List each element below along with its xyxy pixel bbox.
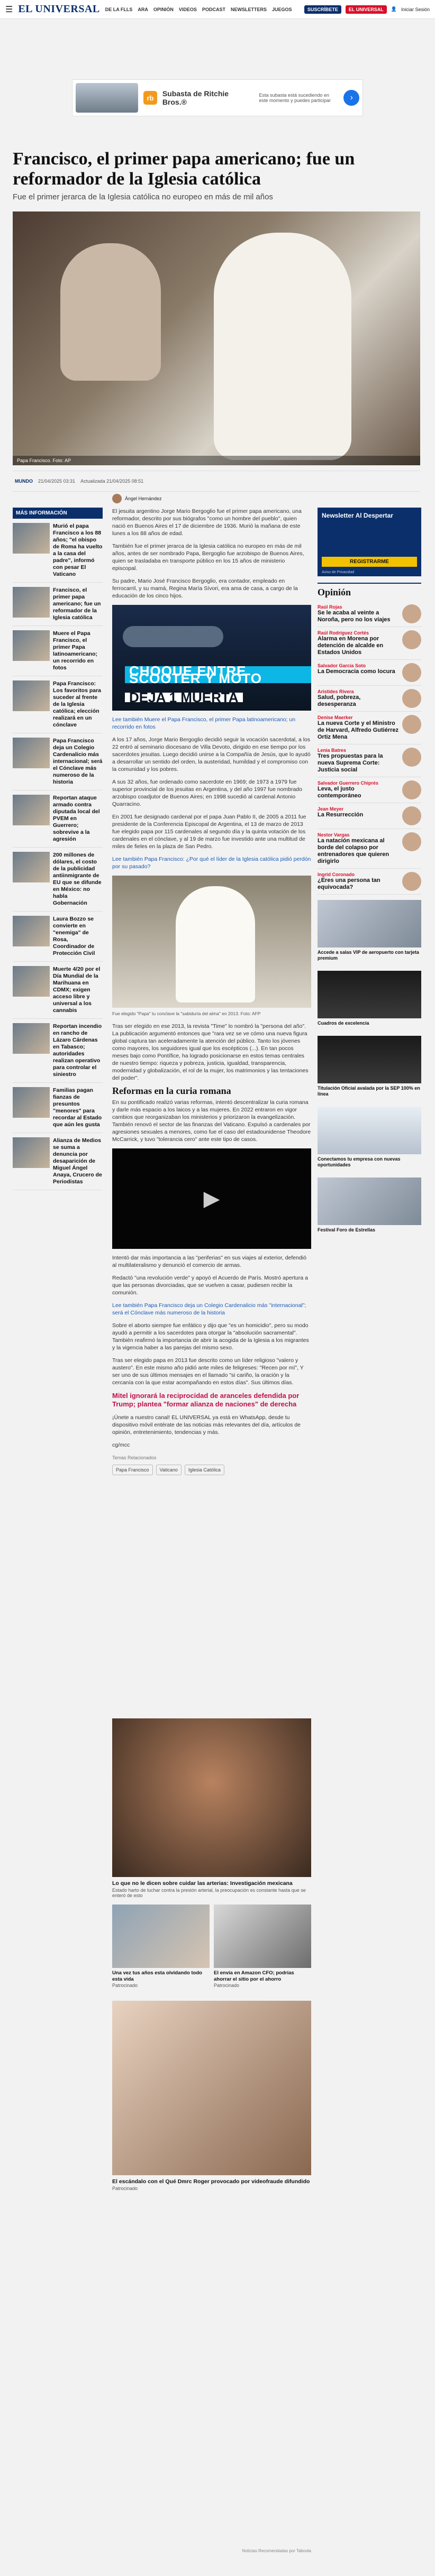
related-link[interactable]: Lee también Papa Francisco deja un Colegio Cardenalicio más "internacional"; será el Cónclave más numeroso de la historia	[112, 1302, 306, 1316]
avatar	[402, 832, 421, 851]
news-thumbnail	[13, 1137, 50, 1168]
user-icon[interactable]: 👤	[391, 6, 397, 12]
paragraph: Redactó "una revolución verde" y apoyó el Acuerdo de París. Mostró apertura a que las personas divorciadas, que se vuelven a casar, pudiesen recibir la comunión.	[112, 1275, 308, 1296]
nav-item[interactable]: ARA	[138, 6, 148, 12]
paragraph: Tras ser elegido papa en 2013 fue descrito como un líder religioso "valero y austero". En este mismo año pidió ante miles de feligreses: "Recen por mí", Y ser uno de sus últimos mensajes en el llamado "si cariño, la oración y la cercanía con la que estar acompañando en estos días". Sus últimos días.	[112, 1357, 304, 1386]
nav-item[interactable]: PODCAST	[202, 6, 225, 12]
avatar	[112, 494, 122, 503]
paragraph: También fue el primer jerarca de la Iglesia católica no europeo en más de mil años, antes de ser nombrado Papa, Bergoglio fue arzobispo de Buenos Aires, quien se trasladaba en transporte público en los 15 años de ministerio episcopal.	[112, 543, 304, 572]
related-link[interactable]: Lee también Papa Francisco: ¿Por qué el líder de la Iglesia católica pidió perdón por su pasado?	[112, 856, 311, 870]
register-button[interactable]: REGISTRARME	[322, 557, 417, 567]
promo-image[interactable]	[318, 971, 421, 1018]
column-author[interactable]: Denise Maerker	[318, 715, 353, 720]
hero-image	[13, 211, 420, 465]
news-thumbnail	[13, 795, 50, 825]
recommended-title[interactable]: Lo que no le dicen sobre cuidar las arterias: Investigación mexicana	[112, 1880, 293, 1887]
news-title[interactable]: Reportan ataque armado contra diputada local del PVEM en Guerrero; sobrevive a la agresión	[53, 795, 100, 842]
column-item[interactable]	[318, 712, 421, 744]
column-author[interactable]: Aristides Rivera	[318, 689, 354, 694]
news-title[interactable]: Laura Bozzo se convierte en "enemiga" de Rosa, Coordinador de Protección Civil	[53, 916, 95, 956]
column-item[interactable]	[318, 777, 421, 803]
avatar	[402, 715, 421, 734]
promo-image[interactable]	[318, 1107, 421, 1154]
promo-image[interactable]	[318, 1177, 421, 1225]
related-link[interactable]: Lee también Muere el Papa Francisco, el primer Papa latinoamericano; un recorrido en fotos	[112, 716, 296, 730]
hero-caption: Papa Francisco. Foto: AP	[13, 456, 420, 465]
column-item[interactable]	[318, 869, 421, 895]
avatar	[402, 630, 421, 649]
updated-date: Actualizada 21/04/2025 08:51	[80, 479, 144, 484]
paragraph: En su pontificado realizó varias reformas, intentó descentralizar la curia romana y darle más espacio a los laicos y a las mujeres. En 2022 entraron en vigor cambios que reorganizaban los ministerios y priorizaron la evangelización. También renovó el sector de las finanzas del Vaticano. Expulsó a cardenales por agresiones sexuales a menores, como fue el caso del estadounidense Theodore McCarrick, y tuvo "tolerancia cero" ante este tipo de casos.	[112, 1099, 311, 1143]
list-item[interactable]	[13, 790, 103, 848]
news-thumbnail	[13, 852, 50, 882]
paragraph: Sobre el aborto siempre fue enfático y dijo que "es un homicidio", pero su modo ayudó a permitir a los sacerdotes para otorgar la "absolución sacramental". También reafirmó la importancia de abrir la acogida de la Iglesia a los migrantes y la vigencia haber a las parejas del mismo sexo.	[112, 1322, 309, 1351]
recommended-image[interactable]	[112, 2001, 311, 2175]
section-label[interactable]: MUNDO	[15, 479, 33, 484]
section-heading: Reformas en la curia romana	[112, 1085, 231, 1096]
news-thumbnail	[13, 1087, 50, 1118]
image-caption: Fue elegido "Papa" tu conclave la "sabiduría del alma" en 2013. Foto: AFP	[112, 1011, 261, 1016]
recommended-source: Patrocinado	[214, 1983, 240, 1988]
tags-list	[112, 1465, 311, 1475]
recommended-source: Patrocinado	[112, 1983, 138, 1988]
column-author[interactable]: Nestor Vargas	[318, 832, 350, 838]
opinion-section	[318, 583, 421, 895]
article-body	[112, 508, 311, 1475]
list-item[interactable]	[13, 962, 103, 1019]
column-item[interactable]	[318, 744, 421, 777]
ad-image	[123, 626, 223, 647]
avatar	[402, 748, 421, 767]
tag[interactable]: Vaticano	[156, 1465, 182, 1475]
column-author[interactable]: Raúl Rodríguez Cortés	[318, 630, 369, 636]
opinion-heading: Opinión	[318, 587, 351, 597]
paragraph: A los 17 años, Jorge Mario Bergoglio decidió seguir la vocación sacerdotal, a los 22 entró al seminario diocesano de Villa Devoto, dirigido en ese tiempo por los sacerdotes jesuitas. Luego decidió unirse a la Compañía de Jesús, que lo ayudó a desarrollar un sentido del orden, la austeridad, humildad y el compromiso con la comunidad y los pobres.	[112, 737, 311, 772]
signature: cg/mcc	[112, 1442, 130, 1448]
promo-caption[interactable]: Accede a salas VIP de aeropuerto con tarjeta premium	[318, 950, 419, 961]
tag[interactable]: Papa Francisco	[112, 1465, 153, 1475]
news-title[interactable]: Reportan incendio en rancho de Lázaro Cárdenas en Tabasco; autoridades realizan operativo para controlar el siniestro	[53, 1023, 102, 1078]
column-item[interactable]	[318, 627, 421, 660]
article-title: Francisco, el primer papa americano; fue un reformador de la Iglesia católica	[13, 149, 355, 189]
column-title[interactable]: Alarma en Morena por detención de alcalde en Estados Unidos	[318, 636, 384, 656]
play-icon[interactable]: ▶	[203, 1187, 220, 1210]
paragraph: A sus 32 años, fue ordenado como sacerdote en 1969; de 1973 a 1979 fue superior provincial de los jesuitas en Argentina, y del año 1997 fue nombrado arzobispo coadjutor de Buenos Aires; en 1998 sucedió al cardenal Antonio Quarracino.	[112, 779, 302, 807]
news-thumbnail	[13, 966, 50, 997]
column-title[interactable]: La natación mexicana al borde del colapso por entrenadores que quieren dirigirlo	[318, 838, 389, 864]
menu-icon[interactable]: ☰	[5, 4, 13, 14]
news-thumbnail	[13, 916, 50, 946]
taboola-credit[interactable]: Noticias Recomendadas por Taboola	[242, 2549, 311, 2553]
privacy-link[interactable]: Aviso de Privacidad	[322, 571, 355, 574]
newsletter-title: Newsletter Al Despertar	[322, 512, 393, 519]
news-title[interactable]: Papa Francisco: Los favoritos para suceder al frente de la Iglesia católica; elección realizará en un cónclave	[53, 680, 102, 728]
news-thumbnail	[13, 523, 50, 554]
publish-date: 21/04/2025 03:31	[38, 479, 76, 484]
column-author[interactable]: Jean Meyer	[318, 806, 344, 812]
list-item[interactable]	[13, 733, 103, 790]
promo-headline[interactable]: Mitel ignorará la reciprocidad de aranceles defendida por Trump; plantea "formar alianza de naciones" de derecha	[112, 1392, 300, 1408]
tag[interactable]: Iglesia Católica	[185, 1465, 224, 1475]
video-player[interactable]	[112, 1148, 311, 1249]
avatar	[402, 689, 421, 708]
recommended-card[interactable]	[112, 1905, 210, 1994]
list-item[interactable]	[13, 676, 103, 733]
nav-item[interactable]: VIDEOS	[178, 6, 197, 12]
nav-item[interactable]: DE LA FLLS	[105, 6, 133, 12]
column-item[interactable]	[318, 803, 421, 829]
subscribe-button[interactable]: SUSCRÍBETE	[304, 5, 341, 14]
avatar	[402, 872, 421, 891]
news-thumbnail	[13, 680, 50, 711]
column-item[interactable]	[318, 829, 421, 869]
news-title[interactable]: Familias pagan fianzas de presuntos "menores" para recordar al Estado que aún les gusta	[53, 1087, 102, 1128]
paragraph: Su padre, Mario José Francisco Bergoglio, era contador, empleado en ferrocarril, y su mamá, Regina María Sívori, era ama de casa, a cargo de la educación de los cinco hijos.	[112, 578, 298, 599]
avatar	[402, 604, 421, 623]
recommended-pair	[112, 1905, 311, 1994]
column-item[interactable]	[318, 686, 421, 712]
news-title[interactable]: Alianza de Medios se suma a denuncia por desaparición de Miguel Ángel Anaya, Crucero de Periodistas	[53, 1137, 102, 1185]
recommended-source: Patrocinado	[112, 2186, 138, 2191]
news-title[interactable]: Muerte 4/20 por el Día Mundial de la Marihuana en CDMX; exigen acceso libre y universal a los cannabis	[53, 966, 101, 1014]
author-name[interactable]: Ángel Hernández	[125, 496, 162, 501]
ad-image	[76, 83, 138, 113]
column-item[interactable]	[318, 601, 421, 627]
column-title[interactable]: La nueva Corte y el Ministro de Harvard, Alfredo Gutiérrez Ortiz Mena	[318, 720, 399, 740]
paragraph: El jesuita argentino Jorge Mario Bergoglio fue el primer papa americano, una reformador, descrito por sus biógrafos "como un hombre del pueblo", quien nació en Buenos Aires el 17 de diciembre de 1936. Murió la mañana de este lunes a los 88 años de edad.	[112, 508, 302, 537]
column-author[interactable]: Ingrid Coronado	[318, 872, 355, 877]
list-item[interactable]	[13, 848, 103, 912]
list-item[interactable]	[13, 1133, 103, 1190]
recommended-source: Estado harto de luchar contra la presión arterial, la preocupación es constante hasta que se enteró de esto	[112, 1888, 306, 1898]
site-logo[interactable]: EL UNIVERSAL	[18, 3, 100, 15]
column-author[interactable]: Salvador García Soto	[318, 663, 366, 668]
news-title[interactable]: Murió el papa Francisco a los 88 años; "el obispo de Roma ha vuelto a la casa del padre", informó con pesar El Vaticano	[53, 523, 103, 577]
promo-image[interactable]	[318, 1036, 421, 1083]
paragraph: Tras ser elegido en ese 2013, la revista "Time" lo nombró la "persona del año". La publicación argumentó entonces que "rara vez se ve cómo una nueva figura global captura tan aceleradamente la atención del público. Tanto los jóvenes como mayores, los seguidores igual que los escépticos (...). En tan pocos meses bajo como Pontífice, ha logrado posicionarse en estos temas centrales de nuestro tiempo: riqueza y pobreza, justicia, igualdad, transparencia, modernidad y globalización, el rol de la mujer, los matrimonios y las tentaciones del poder".	[112, 1023, 309, 1081]
avatar	[402, 663, 421, 682]
recommended-card[interactable]	[214, 1905, 311, 1994]
rb-logo-icon: rb	[143, 91, 157, 105]
left-sidebar-heading: MÁS INFORMACIÓN	[13, 508, 103, 519]
column-title[interactable]: La Resurrección	[318, 812, 364, 818]
article-subtitle: Fue el primer jerarca de la Iglesia católica no europeo en más de mil años	[13, 192, 273, 201]
nav-item[interactable]: NEWSLETTERS	[230, 6, 267, 12]
list-item[interactable]	[13, 1083, 103, 1133]
article-meta	[13, 471, 420, 492]
list-item[interactable]	[13, 1019, 103, 1083]
recommended-image[interactable]	[214, 1905, 311, 1968]
news-thumbnail	[13, 587, 50, 618]
column-title[interactable]: Se le acaba al veinte a Noroña, pero no los viajes	[318, 610, 391, 623]
promo-caption[interactable]: Festival Foro de Estrellas	[318, 1227, 376, 1232]
news-title[interactable]: Papa Francisco deja un Colegio Cardenalicio más internacional; será el Cónclave más numeroso de la historia	[53, 738, 103, 785]
main-nav	[105, 7, 292, 12]
article-image	[112, 876, 311, 1008]
recommended-title[interactable]: Una vez tus años esta olvidando todo esta vida	[112, 1970, 202, 1982]
login-link[interactable]: Iniciar Sesión	[401, 6, 430, 12]
column-title[interactable]: Leva, el justo contemporáneo	[318, 786, 361, 799]
news-thumbnail	[13, 630, 50, 661]
list-item[interactable]	[13, 583, 103, 626]
news-thumbnail	[13, 738, 50, 768]
news-title[interactable]: 200 millones de dólares, el costo de la publicidad antiinmigrante de EU que se difunde en México: no habla Gobernación	[53, 852, 102, 906]
top-ad[interactable]	[72, 79, 363, 116]
column-title[interactable]: La Democracia como locura	[318, 668, 395, 675]
news-thumbnail	[13, 1023, 50, 1054]
list-item[interactable]	[13, 626, 103, 676]
newsletter-box	[318, 508, 421, 576]
left-sidebar	[13, 508, 103, 1190]
news-title[interactable]: Muere el Papa Francisco, el primer Papa latinoamericano; un recorrido en fotos	[53, 630, 98, 671]
avatar	[402, 780, 421, 799]
column-author[interactable]: Raúl Rojas	[318, 604, 342, 610]
nav-item[interactable]: OPINIÓN	[153, 6, 174, 12]
top-actions	[304, 5, 430, 14]
promo-caption[interactable]: Cuadros de excelencia	[318, 1020, 369, 1026]
recommended-image[interactable]	[112, 1905, 210, 1968]
image-figure	[176, 886, 255, 1002]
recommended-content	[112, 1718, 311, 2197]
hero-figure	[214, 233, 351, 460]
list-item[interactable]	[13, 912, 103, 962]
paragraph: Intentó dar más importancia a las "periferias" en sus viajes al exterior, defendió al multilateralismo y denunció el comercio de armas.	[112, 1255, 306, 1268]
nav-item[interactable]: JUEGOS	[271, 6, 292, 12]
column-author[interactable]: Salvador Guerrero Chiprés	[318, 780, 379, 786]
hero-figure	[60, 243, 161, 381]
recommended-title[interactable]: El envía en Amazon CFO; podrías ahorrar el sitio por el ahorro	[214, 1970, 294, 1982]
video-ad[interactable]	[112, 605, 311, 711]
ad-headline: CHOQUE ENTRE SCOOTER Y MOTO	[125, 666, 311, 683]
recommended-image[interactable]	[112, 1718, 311, 1877]
column-title[interactable]: Salud, pobreza, desesperanza	[318, 694, 361, 707]
right-sidebar	[318, 508, 421, 1237]
top-bar	[0, 0, 435, 19]
ad-headline: DEJA 1 MUERTA	[125, 693, 243, 702]
tags-label: Temas Relacionados	[112, 1455, 157, 1460]
promo-caption[interactable]: Titulación Oficial avalada por la SEP 100% en línea	[318, 1085, 420, 1097]
edition-button[interactable]: EL UNIVERSAL	[346, 5, 387, 14]
list-item[interactable]	[13, 519, 103, 583]
news-title[interactable]: Francisco, el primer papa americano; fue un reformador de la Iglesia católica	[53, 587, 101, 621]
promo-image[interactable]	[318, 900, 421, 947]
ad-title: Subasta de Ritchie Bros.®	[162, 89, 229, 106]
column-item[interactable]	[318, 660, 421, 686]
whatsapp-note[interactable]: ¡Únete a nuestro canal! EL UNIVERSAL ya está en WhatsApp, desde tu dispositivo móvil entérate de las noticias más relevantes del día, artículos de opinión, entretenimiento, tendencias y más.	[112, 1414, 301, 1436]
recommended-title[interactable]: El escándalo con el Qué Dmrc Roger provocado por videofraude difundido	[112, 2178, 310, 2185]
avatar	[402, 806, 421, 825]
column-author[interactable]: Lenia Batres	[318, 748, 347, 753]
paragraph: En 2001 fue designado cardenal por el papa Juan Pablo II, de 2005 a 2011 fue presidente de la Conferencia Episcopal de Argentina, el 13 de marzo de 2013 fue elegido papa por 115 cardenales al segundo día y la quinta votación de los cardenales en el cónclave, y al 19 de marzo fue investido ante una multitud de miles de fieles en la plaza de San Pedro.	[112, 814, 306, 850]
promo-caption[interactable]: Conectamos tu empresa con nuevas oportunidades	[318, 1156, 401, 1167]
author-block[interactable]	[112, 494, 162, 503]
column-title[interactable]: Tres propuestas para la nueva Suprema Corte: Justicia social	[318, 753, 383, 773]
chevron-right-icon[interactable]: ›	[343, 90, 359, 106]
ad-text: Esta subasta está sucediendo en este momento y puedes participar	[259, 93, 331, 103]
column-title[interactable]: ¿Eres una persona tan equivocada?	[318, 877, 380, 890]
